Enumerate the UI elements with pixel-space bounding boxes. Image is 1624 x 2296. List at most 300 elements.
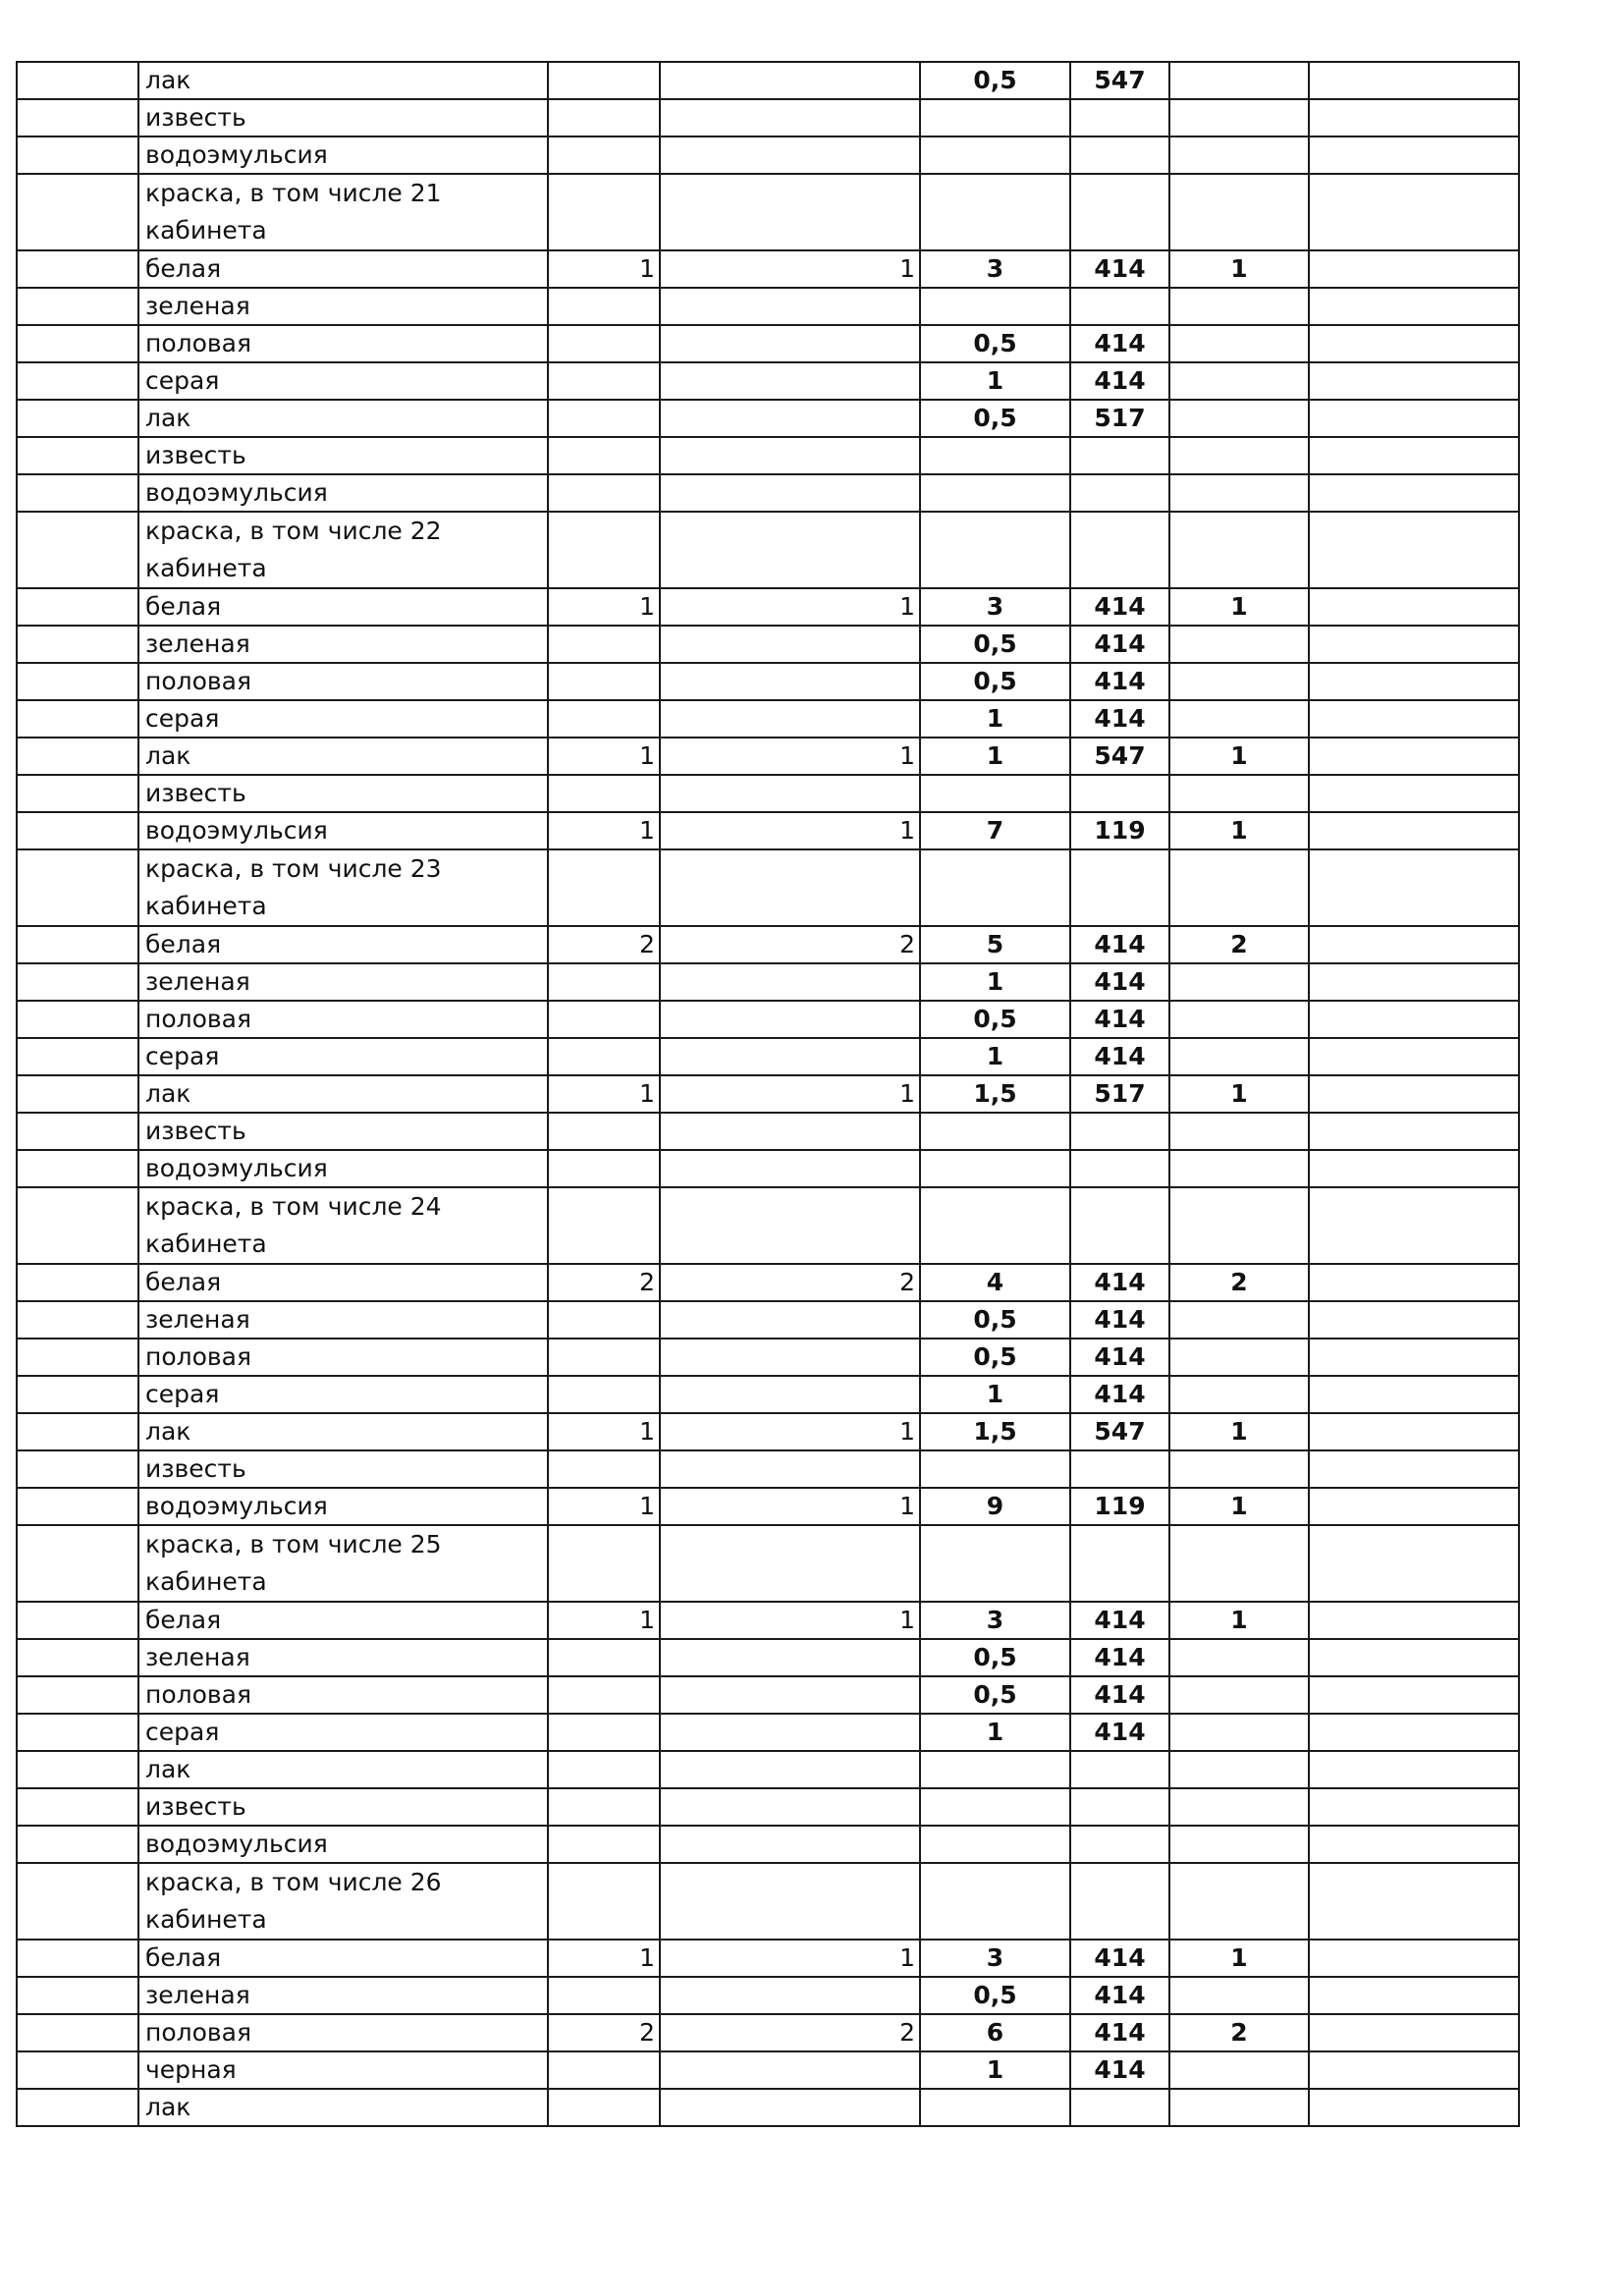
price-cell: 414 xyxy=(1070,1940,1169,1977)
material-name-cell: зеленая xyxy=(138,1301,548,1339)
notes-cell xyxy=(1309,775,1519,812)
units-cell: 2 xyxy=(1169,2014,1309,2051)
notes-cell xyxy=(1309,849,1519,926)
notes-cell xyxy=(1309,62,1519,99)
count-cell-b xyxy=(660,700,920,738)
quantity-cell: 0,5 xyxy=(920,626,1070,663)
quantity-cell: 6 xyxy=(920,2014,1070,2051)
price-cell: 414 xyxy=(1070,325,1169,362)
notes-cell xyxy=(1309,963,1519,1001)
index-cell xyxy=(17,1788,138,1826)
notes-cell xyxy=(1309,1450,1519,1488)
price-cell xyxy=(1070,1113,1169,1150)
count-cell-a: 1 xyxy=(548,812,660,849)
units-cell: 1 xyxy=(1169,1602,1309,1639)
table-row xyxy=(17,849,1519,926)
index-cell xyxy=(17,137,138,174)
quantity-cell: 3 xyxy=(920,250,1070,288)
quantity-cell: 1 xyxy=(920,738,1070,775)
quantity-cell xyxy=(920,437,1070,474)
price-cell: 547 xyxy=(1070,738,1169,775)
table-row xyxy=(17,62,1519,99)
table-row xyxy=(17,1940,1519,1977)
units-cell xyxy=(1169,99,1309,137)
notes-cell xyxy=(1309,512,1519,588)
material-name-cell: известь xyxy=(138,1788,548,1826)
quantity-cell: 1 xyxy=(920,362,1070,400)
count-cell-a xyxy=(548,400,660,437)
material-name-cell: известь xyxy=(138,775,548,812)
count-cell-b xyxy=(660,1301,920,1339)
material-name-cell: белая xyxy=(138,588,548,626)
materials-table-body xyxy=(17,62,1519,2126)
material-name-cell: зеленая xyxy=(138,1977,548,2014)
count-cell-b: 1 xyxy=(660,250,920,288)
index-cell xyxy=(17,1376,138,1413)
count-cell-a xyxy=(548,1826,660,1863)
count-cell-b xyxy=(660,1714,920,1751)
material-name-cell: половая xyxy=(138,663,548,700)
price-cell xyxy=(1070,849,1169,926)
count-cell-a xyxy=(548,1450,660,1488)
notes-cell xyxy=(1309,400,1519,437)
count-cell-a xyxy=(548,1187,660,1264)
count-cell-b: 1 xyxy=(660,738,920,775)
table-row xyxy=(17,1488,1519,1525)
count-cell-a: 1 xyxy=(548,1940,660,1977)
index-cell xyxy=(17,1187,138,1264)
units-cell: 1 xyxy=(1169,588,1309,626)
material-name-cell: краска, в том числе 24 кабинета xyxy=(138,1187,548,1264)
notes-cell xyxy=(1309,288,1519,325)
quantity-cell: 1,5 xyxy=(920,1413,1070,1450)
material-name-cell: серая xyxy=(138,1376,548,1413)
count-cell-a xyxy=(548,1001,660,1038)
count-cell-b xyxy=(660,1676,920,1714)
index-cell xyxy=(17,1826,138,1863)
price-cell xyxy=(1070,99,1169,137)
price-cell xyxy=(1070,1150,1169,1187)
price-cell xyxy=(1070,1863,1169,1940)
table-row xyxy=(17,1301,1519,1339)
quantity-cell xyxy=(920,137,1070,174)
count-cell-b xyxy=(660,2089,920,2126)
count-cell-b xyxy=(660,62,920,99)
table-row xyxy=(17,963,1519,1001)
notes-cell xyxy=(1309,1339,1519,1376)
material-name-cell: половая xyxy=(138,325,548,362)
material-name-cell: лак xyxy=(138,400,548,437)
material-name-cell: серая xyxy=(138,1714,548,1751)
index-cell xyxy=(17,1940,138,1977)
notes-cell xyxy=(1309,250,1519,288)
material-name-cell: известь xyxy=(138,99,548,137)
units-cell xyxy=(1169,663,1309,700)
index-cell xyxy=(17,512,138,588)
count-cell-b xyxy=(660,1376,920,1413)
count-cell-a xyxy=(548,1639,660,1676)
quantity-cell: 3 xyxy=(920,588,1070,626)
table-row xyxy=(17,1977,1519,2014)
count-cell-b: 1 xyxy=(660,1075,920,1113)
count-cell-b xyxy=(660,626,920,663)
material-name-cell: краска, в том числе 26 кабинета xyxy=(138,1863,548,1940)
price-cell: 119 xyxy=(1070,812,1169,849)
table-row xyxy=(17,325,1519,362)
count-cell-a xyxy=(548,663,660,700)
quantity-cell xyxy=(920,174,1070,250)
price-cell: 414 xyxy=(1070,1001,1169,1038)
units-cell xyxy=(1169,62,1309,99)
quantity-cell: 0,5 xyxy=(920,1676,1070,1714)
index-cell xyxy=(17,1301,138,1339)
index-cell xyxy=(17,99,138,137)
quantity-cell: 3 xyxy=(920,1940,1070,1977)
units-cell xyxy=(1169,1977,1309,2014)
material-name-cell: белая xyxy=(138,1264,548,1301)
table-row xyxy=(17,1714,1519,1751)
count-cell-a xyxy=(548,1751,660,1788)
price-cell: 414 xyxy=(1070,626,1169,663)
notes-cell xyxy=(1309,1113,1519,1150)
count-cell-a: 1 xyxy=(548,588,660,626)
price-cell: 414 xyxy=(1070,1376,1169,1413)
quantity-cell xyxy=(920,775,1070,812)
notes-cell xyxy=(1309,2089,1519,2126)
index-cell xyxy=(17,1863,138,1940)
material-name-cell: черная xyxy=(138,2051,548,2089)
index-cell xyxy=(17,474,138,512)
material-name-cell: серая xyxy=(138,362,548,400)
material-name-cell: лак xyxy=(138,1413,548,1450)
quantity-cell xyxy=(920,1751,1070,1788)
table-row xyxy=(17,1038,1519,1075)
table-row xyxy=(17,1863,1519,1940)
units-cell xyxy=(1169,1525,1309,1602)
material-name-cell: известь xyxy=(138,437,548,474)
notes-cell xyxy=(1309,1001,1519,1038)
index-cell xyxy=(17,437,138,474)
notes-cell xyxy=(1309,1714,1519,1751)
table-row xyxy=(17,626,1519,663)
units-cell: 2 xyxy=(1169,1264,1309,1301)
count-cell-b xyxy=(660,99,920,137)
index-cell xyxy=(17,1450,138,1488)
index-cell xyxy=(17,812,138,849)
units-cell xyxy=(1169,1639,1309,1676)
table-row xyxy=(17,99,1519,137)
count-cell-a xyxy=(548,1150,660,1187)
count-cell-b xyxy=(660,1788,920,1826)
material-name-cell: белая xyxy=(138,1602,548,1639)
table-row xyxy=(17,512,1519,588)
units-cell xyxy=(1169,288,1309,325)
notes-cell xyxy=(1309,812,1519,849)
count-cell-a xyxy=(548,1339,660,1376)
table-row xyxy=(17,1450,1519,1488)
index-cell xyxy=(17,1413,138,1450)
notes-cell xyxy=(1309,1187,1519,1264)
units-cell xyxy=(1169,1113,1309,1150)
notes-cell xyxy=(1309,1376,1519,1413)
quantity-cell xyxy=(920,1863,1070,1940)
material-name-cell: зеленая xyxy=(138,1639,548,1676)
count-cell-b xyxy=(660,1977,920,2014)
count-cell-a xyxy=(548,325,660,362)
index-cell xyxy=(17,1038,138,1075)
price-cell: 414 xyxy=(1070,362,1169,400)
material-name-cell: половая xyxy=(138,1001,548,1038)
units-cell xyxy=(1169,1038,1309,1075)
quantity-cell: 0,5 xyxy=(920,62,1070,99)
table-row xyxy=(17,1751,1519,1788)
notes-cell xyxy=(1309,1977,1519,2014)
units-cell xyxy=(1169,1001,1309,1038)
index-cell xyxy=(17,1602,138,1639)
count-cell-a xyxy=(548,1525,660,1602)
price-cell xyxy=(1070,512,1169,588)
count-cell-a xyxy=(548,1038,660,1075)
index-cell xyxy=(17,2089,138,2126)
quantity-cell xyxy=(920,849,1070,926)
units-cell: 1 xyxy=(1169,1488,1309,1525)
price-cell: 414 xyxy=(1070,963,1169,1001)
units-cell xyxy=(1169,1788,1309,1826)
count-cell-a: 2 xyxy=(548,1264,660,1301)
price-cell: 414 xyxy=(1070,2051,1169,2089)
notes-cell xyxy=(1309,137,1519,174)
material-name-cell: краска, в том числе 22 кабинета xyxy=(138,512,548,588)
count-cell-b xyxy=(660,963,920,1001)
units-cell xyxy=(1169,400,1309,437)
count-cell-b xyxy=(660,1001,920,1038)
quantity-cell xyxy=(920,474,1070,512)
units-cell xyxy=(1169,1676,1309,1714)
index-cell xyxy=(17,1075,138,1113)
count-cell-b xyxy=(660,1339,920,1376)
count-cell-b xyxy=(660,437,920,474)
quantity-cell: 7 xyxy=(920,812,1070,849)
units-cell xyxy=(1169,2051,1309,2089)
material-name-cell: лак xyxy=(138,62,548,99)
count-cell-a xyxy=(548,62,660,99)
material-name-cell: лак xyxy=(138,1751,548,1788)
quantity-cell xyxy=(920,1788,1070,1826)
index-cell xyxy=(17,1714,138,1751)
notes-cell xyxy=(1309,174,1519,250)
material-name-cell: серая xyxy=(138,700,548,738)
price-cell: 547 xyxy=(1070,62,1169,99)
quantity-cell: 1,5 xyxy=(920,1075,1070,1113)
count-cell-a: 1 xyxy=(548,1075,660,1113)
quantity-cell: 0,5 xyxy=(920,1001,1070,1038)
count-cell-a: 2 xyxy=(548,926,660,963)
count-cell-a xyxy=(548,626,660,663)
material-name-cell: водоэмульсия xyxy=(138,1488,548,1525)
count-cell-a: 1 xyxy=(548,1488,660,1525)
table-row xyxy=(17,400,1519,437)
count-cell-b: 1 xyxy=(660,1940,920,1977)
price-cell xyxy=(1070,437,1169,474)
notes-cell xyxy=(1309,1150,1519,1187)
count-cell-a xyxy=(548,963,660,1001)
material-name-cell: известь xyxy=(138,1450,548,1488)
count-cell-b: 1 xyxy=(660,588,920,626)
quantity-cell xyxy=(920,1187,1070,1264)
index-cell xyxy=(17,849,138,926)
index-cell xyxy=(17,1150,138,1187)
price-cell xyxy=(1070,1751,1169,1788)
notes-cell xyxy=(1309,362,1519,400)
index-cell xyxy=(17,1488,138,1525)
units-cell: 1 xyxy=(1169,738,1309,775)
materials-table xyxy=(16,61,1520,2127)
count-cell-b xyxy=(660,775,920,812)
quantity-cell xyxy=(920,512,1070,588)
material-name-cell: лак xyxy=(138,738,548,775)
count-cell-a xyxy=(548,362,660,400)
count-cell-a xyxy=(548,174,660,250)
price-cell: 414 xyxy=(1070,1602,1169,1639)
count-cell-b xyxy=(660,512,920,588)
notes-cell xyxy=(1309,1525,1519,1602)
price-cell: 414 xyxy=(1070,2014,1169,2051)
price-cell xyxy=(1070,1525,1169,1602)
quantity-cell xyxy=(920,2089,1070,2126)
table-row xyxy=(17,663,1519,700)
count-cell-b xyxy=(660,1187,920,1264)
count-cell-b: 1 xyxy=(660,1488,920,1525)
index-cell xyxy=(17,362,138,400)
count-cell-a xyxy=(548,1676,660,1714)
quantity-cell: 5 xyxy=(920,926,1070,963)
count-cell-a xyxy=(548,288,660,325)
quantity-cell: 1 xyxy=(920,1038,1070,1075)
index-cell xyxy=(17,325,138,362)
notes-cell xyxy=(1309,663,1519,700)
count-cell-a xyxy=(548,2089,660,2126)
price-cell: 414 xyxy=(1070,1264,1169,1301)
notes-cell xyxy=(1309,2051,1519,2089)
table-row xyxy=(17,775,1519,812)
material-name-cell: водоэмульсия xyxy=(138,137,548,174)
quantity-cell: 0,5 xyxy=(920,325,1070,362)
count-cell-b xyxy=(660,1863,920,1940)
index-cell xyxy=(17,1113,138,1150)
price-cell: 414 xyxy=(1070,663,1169,700)
material-name-cell: водоэмульсия xyxy=(138,1150,548,1187)
index-cell xyxy=(17,250,138,288)
count-cell-a xyxy=(548,99,660,137)
units-cell: 1 xyxy=(1169,812,1309,849)
price-cell: 414 xyxy=(1070,1301,1169,1339)
quantity-cell: 4 xyxy=(920,1264,1070,1301)
count-cell-a xyxy=(548,1788,660,1826)
count-cell-a xyxy=(548,2051,660,2089)
material-name-cell: белая xyxy=(138,250,548,288)
units-cell xyxy=(1169,1714,1309,1751)
quantity-cell: 1 xyxy=(920,700,1070,738)
material-name-cell: лак xyxy=(138,1075,548,1113)
quantity-cell: 0,5 xyxy=(920,1301,1070,1339)
material-name-cell: известь xyxy=(138,1113,548,1150)
quantity-cell: 0,5 xyxy=(920,1639,1070,1676)
price-cell: 414 xyxy=(1070,926,1169,963)
material-name-cell: краска, в том числе 21 кабинета xyxy=(138,174,548,250)
table-row xyxy=(17,1001,1519,1038)
count-cell-a: 1 xyxy=(548,1413,660,1450)
quantity-cell xyxy=(920,1826,1070,1863)
count-cell-b xyxy=(660,1150,920,1187)
count-cell-a xyxy=(548,1714,660,1751)
price-cell xyxy=(1070,1450,1169,1488)
count-cell-b xyxy=(660,1826,920,1863)
table-row xyxy=(17,2014,1519,2051)
table-row xyxy=(17,1075,1519,1113)
count-cell-b xyxy=(660,1113,920,1150)
price-cell: 414 xyxy=(1070,1339,1169,1376)
index-cell xyxy=(17,174,138,250)
units-cell xyxy=(1169,849,1309,926)
material-name-cell: зеленая xyxy=(138,963,548,1001)
notes-cell xyxy=(1309,1826,1519,1863)
units-cell: 2 xyxy=(1169,926,1309,963)
count-cell-b xyxy=(660,400,920,437)
table-row xyxy=(17,1639,1519,1676)
table-row xyxy=(17,437,1519,474)
units-cell xyxy=(1169,174,1309,250)
table-row xyxy=(17,2089,1519,2126)
price-cell xyxy=(1070,137,1169,174)
units-cell xyxy=(1169,1187,1309,1264)
count-cell-a xyxy=(548,1113,660,1150)
count-cell-a xyxy=(548,700,660,738)
table-row xyxy=(17,700,1519,738)
table-row xyxy=(17,1602,1519,1639)
units-cell xyxy=(1169,512,1309,588)
notes-cell xyxy=(1309,1301,1519,1339)
count-cell-b: 1 xyxy=(660,812,920,849)
notes-cell xyxy=(1309,1940,1519,1977)
notes-cell xyxy=(1309,926,1519,963)
units-cell xyxy=(1169,1339,1309,1376)
price-cell xyxy=(1070,1826,1169,1863)
table-row xyxy=(17,137,1519,174)
count-cell-a xyxy=(548,512,660,588)
quantity-cell: 9 xyxy=(920,1488,1070,1525)
price-cell xyxy=(1070,474,1169,512)
quantity-cell xyxy=(920,1150,1070,1187)
notes-cell xyxy=(1309,1751,1519,1788)
price-cell: 547 xyxy=(1070,1413,1169,1450)
count-cell-b: 2 xyxy=(660,1264,920,1301)
index-cell xyxy=(17,1339,138,1376)
notes-cell xyxy=(1309,1602,1519,1639)
units-cell xyxy=(1169,775,1309,812)
table-row xyxy=(17,1525,1519,1602)
count-cell-b xyxy=(660,174,920,250)
notes-cell xyxy=(1309,738,1519,775)
index-cell xyxy=(17,1977,138,2014)
price-cell xyxy=(1070,775,1169,812)
notes-cell xyxy=(1309,2014,1519,2051)
price-cell: 414 xyxy=(1070,1676,1169,1714)
notes-cell xyxy=(1309,588,1519,626)
index-cell xyxy=(17,626,138,663)
count-cell-b: 1 xyxy=(660,1602,920,1639)
price-cell: 414 xyxy=(1070,1977,1169,2014)
quantity-cell: 0,5 xyxy=(920,1977,1070,2014)
